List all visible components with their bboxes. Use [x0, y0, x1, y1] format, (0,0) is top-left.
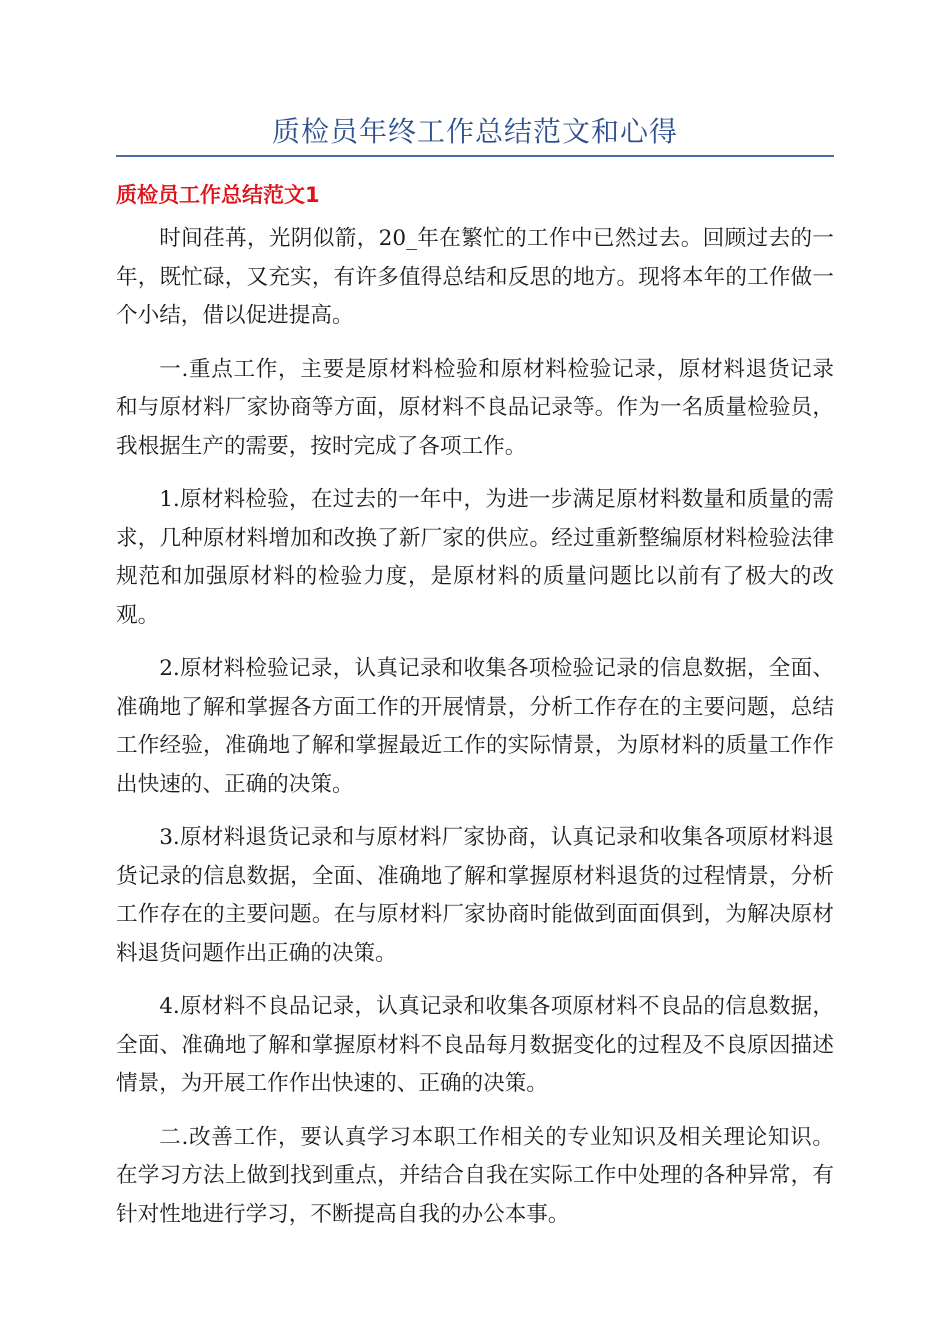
- paragraph-item-2: 2.原材料检验记录，认真记录和收集各项检验记录的信息数据，全面、准确地了解和掌握各方面工作的开展情景，分析工作存在的主要问题，总结工作经验，准确地了解和掌握最近工作的实际情景，为原材料的质量工作作出快速的、正确的决策。: [116, 656, 834, 797]
- paragraph-item-3: 3.原材料退货记录和与原材料厂家协商，认真记录和收集各项原材料退货记录的信息数据，全面、准确地了解和掌握原材料退货的过程情景，分析工作存在的主要问题。在与原材料厂家协商时能做到面面俱到，为解决原材料退货问题作出正确的决策。: [116, 825, 834, 966]
- paragraph-key-work: 一.重点工作，主要是原材料检验和原材料检验记录，原材料退货记录和与原材料厂家协商等方面，原材料不良品记录等。作为一名质量检验员，我根据生产的需要，按时完成了各项工作。: [116, 356, 834, 459]
- section-heading: 质检员工作总结范文1: [116, 183, 320, 207]
- document-body: [116, 220, 834, 1249]
- title-underline: [116, 155, 834, 157]
- paragraph-intro: 时间荏苒，光阴似箭，20_年在繁忙的工作中已然过去。回顾过去的一年，既忙碌，又充实，有许多值得总结和反思的地方。现将本年的工作做一个小结，借以促进提高。: [116, 226, 834, 328]
- paragraph-item-1: 1.原材料检验，在过去的一年中，为进一步满足原材料数量和质量的需求，几种原材料增加和改换了新厂家的供应。经过重新整编原材料检验法律规范和加强原材料的检验力度，是原材料的质量问题比以前有了极大的改观。: [116, 487, 834, 628]
- document-title: 质检员年终工作总结范文和心得: [271, 115, 678, 148]
- paragraph-improvement: 二.改善工作，要认真学习本职工作相关的专业知识及相关理论知识。在学习方法上做到找到重点，并结合自我在实际工作中处理的各种异常，有针对性地进行学习，不断提高自我的办公本事。: [116, 1124, 834, 1227]
- paragraph-item-4: 4.原材料不良品记录，认真记录和收集各项原材料不良品的信息数据，全面、准确地了解和掌握原材料不良品每月数据变化的过程及不良原因描述情景，为开展工作作出快速的、正确的决策。: [116, 994, 834, 1096]
